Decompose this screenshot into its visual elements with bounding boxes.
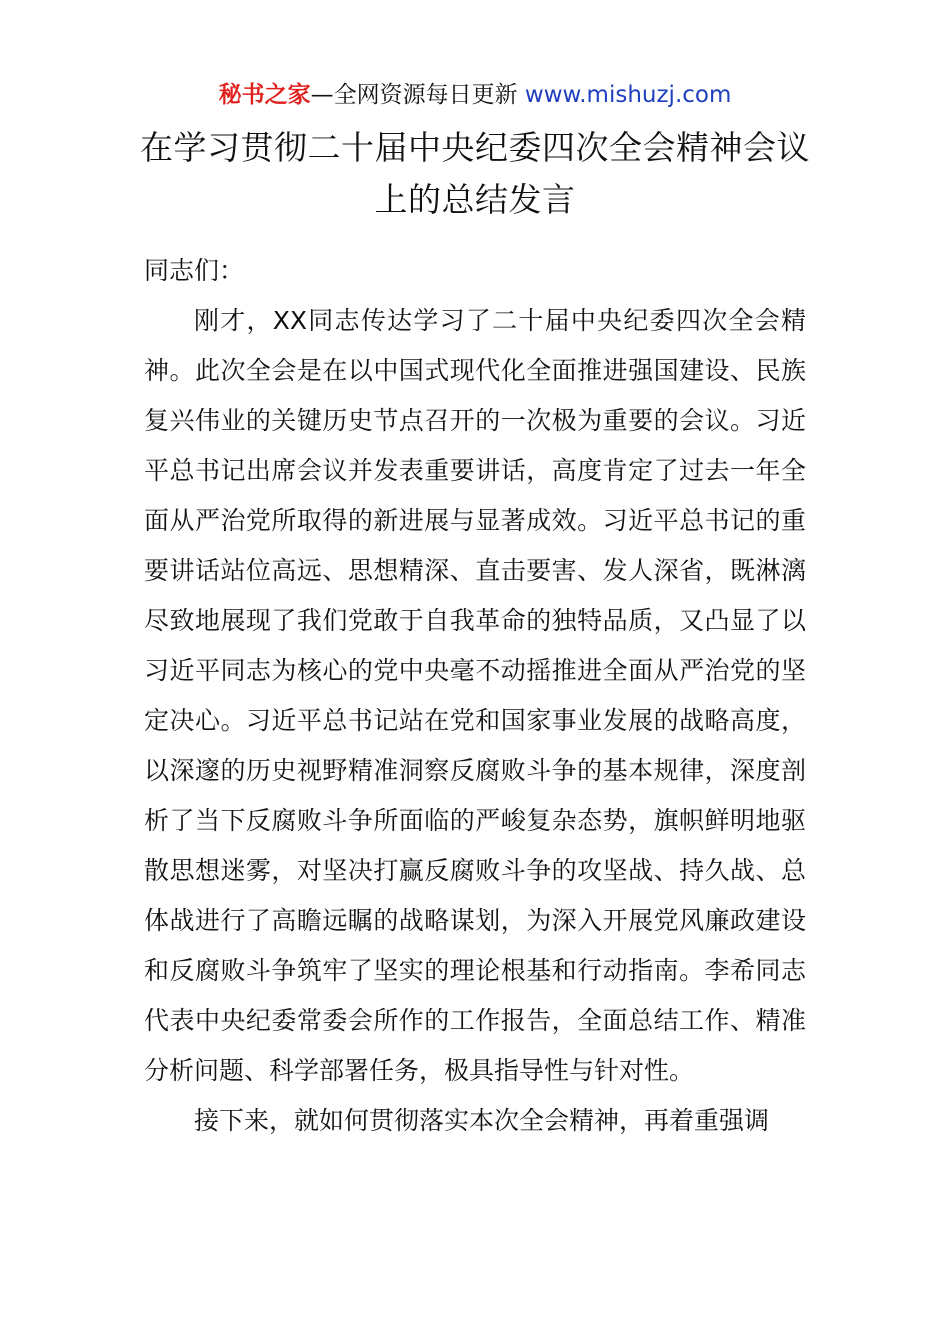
salutation: 同志们： — [144, 256, 245, 285]
site-url-link[interactable]: www.mishuzj.com — [524, 82, 732, 108]
document-title-line-2: 上的总结发言 — [374, 180, 576, 219]
site-brand: 秘书之家 — [218, 82, 311, 108]
document-title — [95, 122, 855, 226]
paragraph-1: 刚才，XX同志传达学习了二十届中央纪委四次全会精神。此次全会是在以中国式现代化全面推进强国建设、民族复兴伟业的关键历史节点召开的一次极为重要的会议。习近平总书记出席会议并发表重要讲话，高度肯定了过去一年全面从严治党所取得的新进展与显著成效。习近平总书记的重要讲话站位高远、思想精深、直击要害、发人深省，既淋漓尽致地展现了我们党敢于自我革命的独特品质，又凸显了以习近平同志为核心的党中央毫不动摇推进全面从严治党的坚定决心。习近平总书记站在党和国家事业发展的战略高度，以深邃的历史视野精准洞察反腐败斗争的基本规律，深度剖析了当下反腐败斗争所面临的严峻复杂态势，旗帜鲜明地驱散思想迷雾，对坚决打赢反腐败斗争的攻坚战、持久战、总体战进行了高瞻远瞩的战略谋划，为深入开展党风廉政建设和反腐败斗争筑牢了坚实的理论根基和行动指南。李希同志代表中央纪委常委会所作的工作报告，全面总结工作、精准分析问题、科学部署任务，极具指导性与针对性。 — [144, 306, 806, 1085]
document-body — [144, 246, 806, 1146]
document-title-line-1: 在学习贯彻二十届中央纪委四次全会精神会议 — [140, 128, 810, 167]
site-slogan: —全网资源每日更新 — [310, 82, 518, 108]
paragraph-2: 接下来，就如何贯彻落实本次全会精神，再着重强调 — [194, 1106, 770, 1135]
site-header — [0, 78, 950, 112]
